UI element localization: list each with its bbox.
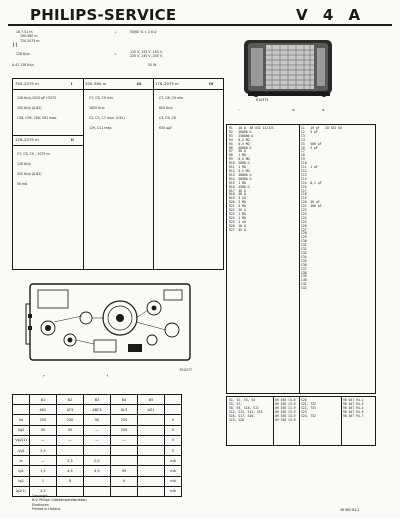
table-cell: —	[84, 425, 111, 435]
table-cell	[138, 435, 165, 445]
align-line-3-4: 630 μμF	[159, 126, 172, 130]
table-cell: V	[165, 435, 182, 445]
capacitor-row: C5 500 pF	[301, 141, 322, 146]
table-cell: B2	[57, 395, 84, 405]
align-roman-4: II	[71, 137, 74, 142]
table-cell: mA	[165, 466, 182, 476]
table-cell	[13, 395, 30, 405]
table-cell: AF3	[57, 405, 84, 415]
capacitor-row: C15 0,1 μF	[301, 180, 322, 185]
resistor-row: R2 20000 Ω	[229, 129, 252, 134]
table-cell: B5	[138, 395, 165, 405]
resistor-row: R8 1 MΩ	[229, 153, 246, 158]
table-cell	[138, 445, 165, 455]
capacitor-row: C11 1 μF	[301, 165, 318, 170]
capacitor-row: C2 5 pF	[301, 129, 318, 134]
resistor-row: R12 0,5 MΩ	[229, 168, 250, 173]
table-cell	[57, 445, 84, 455]
capacitor-row: C34	[301, 254, 307, 259]
switch-code-row: 09 536 13-9	[275, 417, 296, 422]
capacitor-row: C31	[301, 243, 307, 248]
switch-row: S1, S2, S3, S4	[229, 398, 256, 402]
table-row	[13, 435, 182, 445]
model-title: V 4 A	[296, 6, 366, 24]
switch-codes	[275, 399, 296, 422]
resistor-row: R20 3 MΩ	[229, 200, 246, 205]
align-line-2-4: 129, C11 max.	[89, 126, 113, 130]
table-cell: Ig2	[13, 476, 30, 486]
table-row	[13, 456, 182, 466]
capacitor-row: C27	[301, 227, 307, 232]
capacitor-row: C32	[301, 247, 307, 252]
resistor-row: R10 2000 Ω	[229, 161, 250, 166]
switch-code-row-2: 98 047 94-4	[343, 405, 364, 410]
table-cell: AK2	[30, 405, 57, 415]
table-cell: 4,5	[30, 486, 57, 496]
resistor-row: R25 2 kΩ	[229, 219, 246, 224]
table-cell: AZ1	[138, 405, 165, 415]
table-cell: 0,5	[84, 456, 111, 466]
table-cell: -Vg1	[13, 445, 30, 455]
switch-row-2: S24, T32	[301, 413, 316, 418]
table-row	[13, 445, 182, 455]
table-cell	[138, 476, 165, 486]
table-cell: mA	[165, 486, 182, 496]
resistor-row: R5 0,5 MΩ	[229, 141, 250, 146]
table-cell	[165, 405, 182, 415]
resistor-row: R24 1 MΩ	[229, 215, 246, 220]
copyright-1: Copyright	[32, 494, 48, 498]
table-cell: mA	[165, 476, 182, 486]
sym-1-icon: ↗	[42, 374, 45, 378]
switch-list	[229, 399, 263, 422]
table-cell	[138, 415, 165, 425]
resistor-row: R27 55 Ω	[229, 227, 246, 232]
voltage-table-grid	[12, 394, 182, 497]
capacitor-row: C39	[301, 274, 307, 279]
table-cell: 35	[111, 466, 138, 476]
switch-row-2: S20	[301, 398, 307, 402]
resistor-row: R16 4500 Ω	[229, 184, 250, 189]
copyright-2: N.V. Philips' Gloeilampenfabrieken,	[32, 498, 88, 503]
align-line-4-4: 50 mA	[17, 182, 28, 186]
align-line-2-2: 1620 Kc/s	[89, 106, 105, 110]
spec-mw: 190-580 m	[20, 34, 38, 39]
switch-code-row-2: 98 047 94-2	[343, 398, 364, 402]
table-cell	[84, 476, 111, 486]
spec-power: 55 W	[148, 63, 157, 67]
capacitor-row: C42	[301, 286, 307, 291]
table-header-row	[13, 395, 182, 405]
switch-code-row-2: 98 047 94-3	[343, 401, 364, 406]
resistor-row: R7 50 Ω	[229, 149, 246, 154]
table-cell: 1	[30, 476, 57, 486]
table-cell: 90	[30, 425, 57, 435]
table-cell: 4,5	[57, 466, 84, 476]
table-cell: ABC3	[84, 405, 111, 415]
table-cell: V	[165, 445, 182, 455]
table-cell: B4	[111, 395, 138, 405]
capacitor-row: C14	[301, 176, 307, 181]
header-rule	[8, 24, 392, 26]
align-roman-3: IV	[209, 81, 214, 86]
resistor-row: R18 48 Ω	[229, 192, 246, 197]
table-cell: V	[165, 425, 182, 435]
capacitor-row: C8	[301, 153, 305, 158]
resistor-row: R1 48 Ω 38 032 13/ZZS	[229, 126, 274, 130]
switch-code-row-2: 98 047 94-6	[343, 409, 364, 414]
capacitor-row: C7	[301, 149, 305, 154]
capacitor-row: C23	[301, 211, 307, 216]
capacitor-row: C12	[301, 168, 307, 173]
switch-row: S19, S20	[229, 417, 244, 422]
capacitor-row: C35	[301, 258, 307, 263]
table-cell: Vg2	[13, 425, 30, 435]
doc-code: 36 962 84-2	[340, 508, 360, 512]
table-cell: Ig2(1)	[13, 486, 30, 496]
capacitor-row: C4	[301, 137, 305, 142]
switch-row: S12, S13, S14, S15	[229, 409, 263, 414]
resistor-row: R14 50000 Ω	[229, 176, 252, 181]
table-cell: V	[165, 415, 182, 425]
table-cell: 90	[84, 415, 111, 425]
capacitor-row: C25	[301, 219, 307, 224]
table-cell	[138, 425, 165, 435]
align-roman-2: III	[137, 81, 142, 86]
fuse-icon: ⏚	[114, 30, 118, 34]
align-line-1-2: 155 Kc/s (A-82)	[17, 106, 42, 110]
capacitor-row: C37	[301, 266, 307, 271]
parts-table	[226, 124, 376, 394]
capacitor-row: C17	[301, 188, 307, 193]
parts-list-capacitors	[301, 127, 342, 291]
capacitor-row: C24	[301, 215, 307, 220]
switch-row: S5, S7,	[229, 401, 243, 406]
capacitor-row: C40	[301, 278, 307, 283]
radio-photo	[240, 34, 340, 106]
align-line-3-1: C7, C8, C9 min.	[159, 96, 184, 100]
switch-code-row-2: 98 047 94-7	[343, 413, 364, 418]
resistor-row: R4 0,5 MΩ	[229, 137, 250, 142]
align-line-1-3: C58, C39, C60, C61 max.	[17, 116, 58, 120]
table-cell: 4	[111, 476, 138, 486]
align-line-4-1: C7, C8, C9 – 2075 m	[17, 152, 50, 156]
table-cell: B1	[30, 395, 57, 405]
chassis-code: R10377	[179, 367, 192, 372]
align-head-3: 176–2075 m	[155, 81, 179, 86]
resistor-row: R17 40 Ω	[229, 188, 246, 193]
capacitor-row: C13	[301, 172, 307, 177]
table-cell: —	[30, 435, 57, 445]
table-cell: —	[57, 435, 84, 445]
table-cell: Va	[13, 415, 30, 425]
resistor-row: R19 3 kΩ	[229, 196, 246, 201]
switch-row-2: S21, T32	[301, 401, 316, 406]
align-line-2-1: C7, C8, C9 min.	[89, 96, 114, 100]
table-cell	[138, 466, 165, 476]
capacitor-row: C30	[301, 239, 307, 244]
table-cell: 250	[30, 415, 57, 425]
table-cell: AL3	[111, 405, 138, 415]
capacitor-row: C18	[301, 192, 307, 197]
copyright-4: Printed in Holland	[32, 507, 61, 512]
table-cell: 2,5	[30, 445, 57, 455]
waves-icon: ⌇⌇	[12, 42, 18, 49]
switch-code-row: 09 536 13-9	[275, 405, 296, 410]
spec-lw: 720-2075 m	[20, 38, 40, 43]
align-head-4: 126–2075 m	[15, 137, 39, 142]
table-row	[13, 466, 182, 476]
capacitor-row: C33	[301, 251, 307, 255]
table-cell: B3	[84, 395, 111, 405]
knob2-icon: ⊗	[322, 108, 325, 112]
table-cell: Ig2	[13, 466, 30, 476]
sym-2-icon: ↑	[106, 374, 109, 378]
table-cell	[84, 445, 111, 455]
switch-code-row: 09 536 13-9	[275, 409, 296, 414]
capacitor-row: C36	[301, 262, 307, 267]
table-cell	[111, 445, 138, 455]
capacitor-row: C6 5 pF	[301, 145, 318, 150]
chassis-drawing	[24, 274, 196, 370]
resistor-row: R6 50000 Ω	[229, 145, 252, 150]
table-cell: 250	[111, 425, 138, 435]
copyright-3: Eindhoven	[32, 502, 49, 507]
table-cell	[111, 456, 138, 466]
brand-title: PHILIPS-SERVICE	[30, 6, 177, 24]
align-head-2: 190–580 m	[85, 81, 107, 86]
capacitor-row: C10	[301, 161, 307, 166]
table-cell: —	[111, 435, 138, 445]
resistor-row: R21 5 MΩ	[229, 204, 246, 209]
alignment-table	[12, 78, 224, 270]
parts-list-resistors	[229, 127, 274, 232]
tilde-icon: ∼	[238, 108, 241, 112]
switch-code-row: 09 536 13-9	[275, 401, 296, 406]
resistor-row: R13 40000 Ω	[229, 172, 252, 177]
align-line-4-3: 520 Kc/s (A-82)	[17, 172, 42, 176]
table-row	[13, 425, 182, 435]
table-row	[13, 476, 182, 486]
ac-icon: ∿	[114, 52, 117, 56]
table-cell: mA	[165, 456, 182, 466]
table-type-row	[13, 405, 182, 415]
table-row	[13, 415, 182, 425]
table-cell: 2,5	[57, 456, 84, 466]
switch-code-row: 09 536 13-9	[275, 413, 296, 418]
switch-table	[226, 396, 376, 446]
capacitor-row: C19	[301, 196, 307, 201]
table-cell: 250	[111, 415, 138, 425]
photo-caption: R10375	[256, 98, 269, 102]
table-cell: 4,5	[84, 466, 111, 476]
switch-row-2: S22, T33	[301, 405, 316, 410]
align-head-1: 750–2075 m	[15, 81, 39, 86]
capacitor-row: C3	[301, 133, 305, 138]
resistor-row: R23 1 MΩ	[229, 211, 246, 216]
switch-row-2: S23	[301, 409, 307, 414]
resistor-row: R22 20 Ω	[229, 208, 246, 213]
spec-sw: 16,7-51 m	[16, 30, 33, 34]
capacitor-row: C41	[301, 282, 307, 287]
capacitor-row: C16	[301, 184, 307, 189]
table-cell: 8	[57, 476, 84, 486]
table-cell	[138, 486, 165, 496]
table-cell: —	[84, 435, 111, 445]
table-cell	[165, 395, 182, 405]
spec-volt1: 110 V, 125 V, 145 V,	[130, 50, 163, 54]
switch-list-2	[301, 399, 316, 419]
capacitor-row: C22	[301, 208, 307, 213]
table-cell: 90	[57, 425, 84, 435]
capacitor-row: C20 30 μF	[301, 200, 320, 205]
switch-code-row: 09 536 13-8	[275, 398, 296, 402]
resistor-row: R11 1 MΩ	[229, 165, 246, 170]
align-line-3-2: 600 Kc/s	[159, 106, 173, 110]
capacitor-row: C26	[301, 223, 307, 228]
table-cell: 1,5	[30, 466, 57, 476]
switch-row: S16, S17, S18,	[229, 413, 256, 418]
table-cell	[138, 456, 165, 466]
table-cell: —	[30, 456, 57, 466]
table-cell	[13, 405, 30, 415]
table-cell: Vg2(1)	[13, 435, 30, 445]
resistor-row: R9 0,5 MΩ	[229, 157, 250, 162]
align-line-3-3: C3, C9, C8	[159, 116, 176, 120]
copyright-block	[32, 494, 87, 512]
switch-codes-2	[343, 399, 364, 419]
knob-icon: ⊗	[292, 108, 295, 112]
spec-if2: A.41 128 Kc/s	[12, 63, 34, 67]
resistor-row: R15 1 MΩ	[229, 180, 246, 185]
align-line-2-3: C2, C3, C7 max. (C42)	[89, 116, 125, 120]
table-cell	[111, 486, 138, 496]
spec-volt2: 220 V, 245 V, 245 V,	[130, 54, 163, 59]
capacitor-row: C28	[301, 231, 307, 236]
spec-if: 128 Kc/s	[16, 52, 30, 56]
voltage-table	[12, 394, 182, 497]
table-cell: Ia	[13, 456, 30, 466]
capacitor-row: C38	[301, 270, 307, 275]
resistor-row: R26 10 Ω	[229, 223, 246, 228]
align-line-4-2: 128 Kc/s	[17, 162, 31, 166]
table-cell: 250	[57, 415, 84, 425]
capacitor-row: C1 49 pF 28 532 84	[301, 126, 342, 130]
capacitor-row: C9	[301, 157, 305, 162]
resistor-row: R3 250000 Ω	[229, 133, 254, 138]
spec-speaker: 50/60 % = 2,8 Ω	[130, 30, 157, 34]
align-line-1-1: 128 Kc/s–2000 μF+3375	[17, 96, 57, 100]
capacitor-row: C21 100 pF	[301, 204, 322, 209]
capacitor-row: C29	[301, 235, 307, 240]
align-roman-1: I	[71, 81, 73, 86]
table-cell	[84, 486, 111, 496]
switch-row: S8, S9, S10, S11	[229, 405, 259, 410]
